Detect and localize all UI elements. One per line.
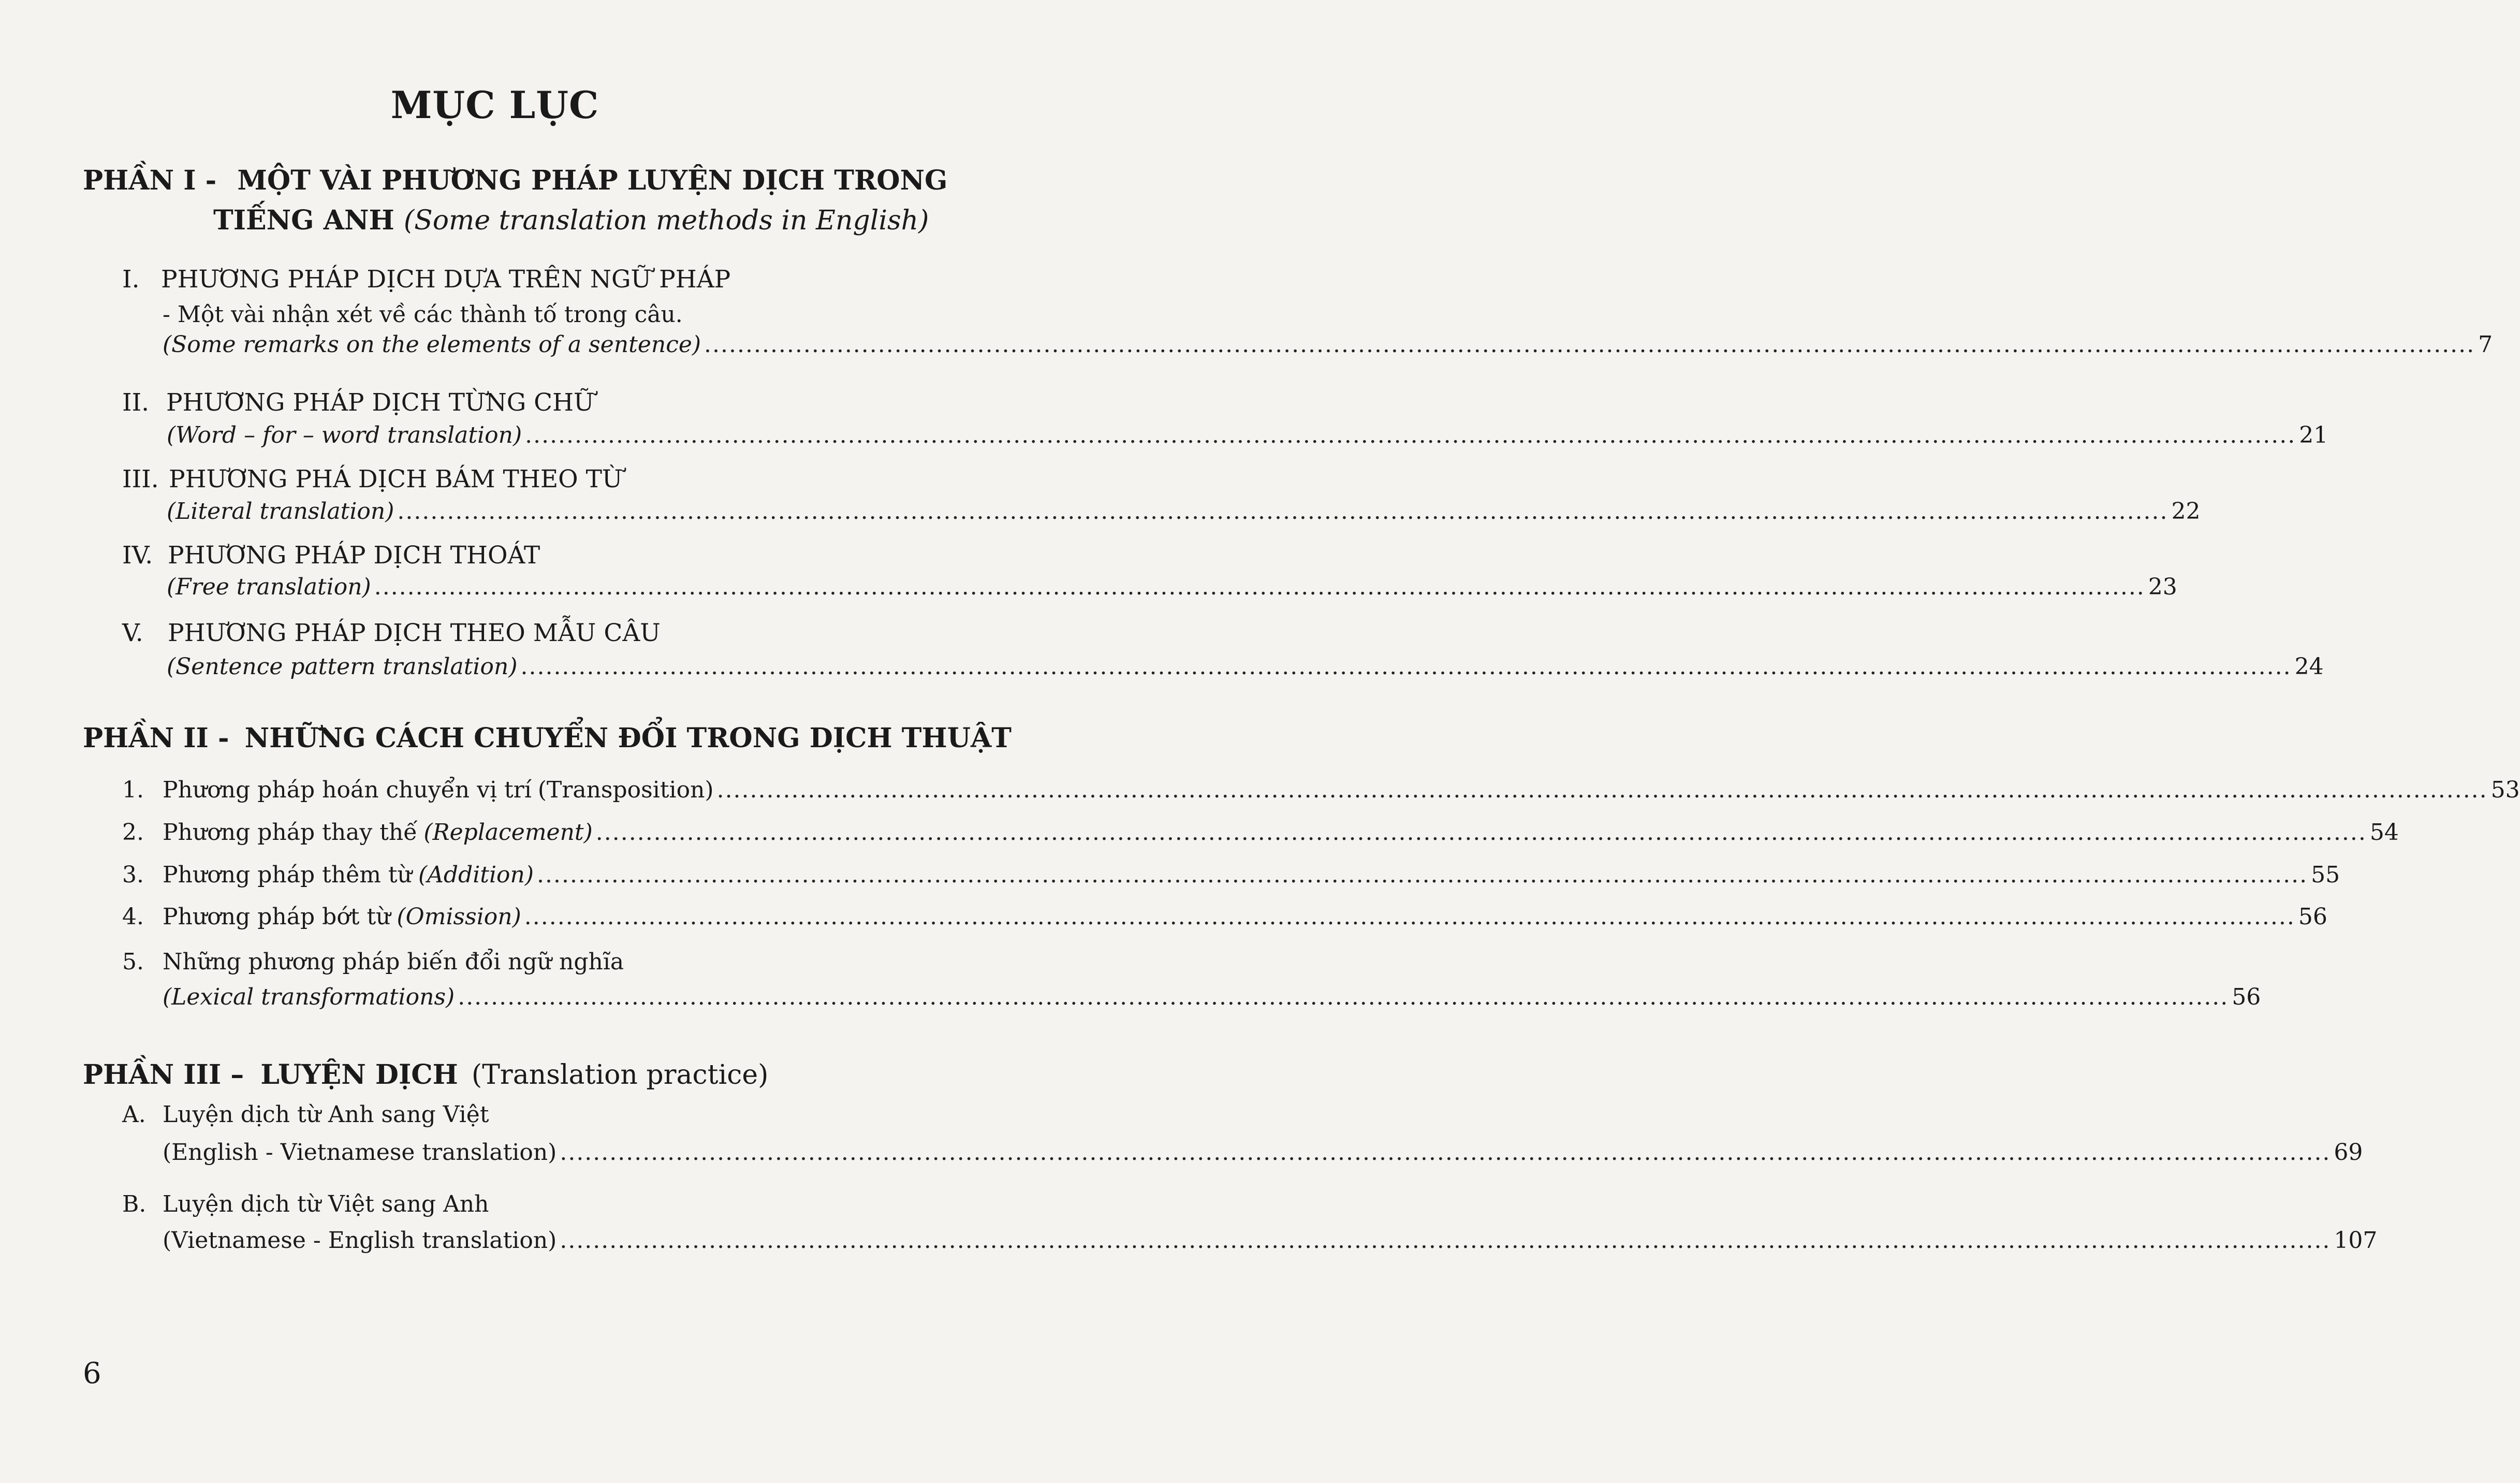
section-3-entry	[167, 498, 2201, 525]
section-4-title	[122, 541, 540, 570]
section-1-num: I.	[122, 265, 140, 294]
section-2-num: II.	[122, 388, 150, 417]
part2-item-4-text: Phương pháp bớt từ	[163, 904, 391, 930]
part2-item-5-en: (Lexical transformations)	[163, 984, 455, 1010]
section-3-num: III.	[122, 465, 159, 493]
part2-heading	[83, 722, 1012, 754]
section-2-title-text: PHƯƠNG PHÁP DỊCH TỪNG CHỮ	[166, 388, 594, 417]
part2-item-3	[122, 862, 2340, 888]
leader-dots: ......................................................................................................................................................................................................................	[520, 653, 2292, 680]
leader-dots: ......................................................................................................................................................................................................................	[537, 862, 2308, 888]
leader-dots: ......................................................................................................................................................................................................................	[704, 331, 2475, 358]
section-2-sub: (Word – for – word translation)	[167, 422, 522, 448]
part2-item-5-num: 5.	[122, 949, 144, 975]
section-1-entry	[163, 331, 2493, 358]
part3-title: LUYỆN DỊCH	[260, 1059, 458, 1091]
leader-dots: ......................................................................................................................................................................................................................	[374, 574, 2145, 600]
section-1-desc: - Một vài nhận xét về các thành tố trong câu.	[163, 301, 683, 328]
part3-item-a-en: (English - Vietnamese translation)	[163, 1139, 557, 1166]
part2-item-5-text: Những phương pháp biến đổi ngữ nghĩa	[163, 949, 624, 975]
section-1-sub: (Some remarks on the elements of a sentence)	[163, 331, 701, 358]
section-3-sub: (Literal translation)	[167, 498, 394, 525]
part3-item-a-page: 69	[2334, 1139, 2363, 1166]
part3-item-b-num: B.	[122, 1191, 146, 1217]
part2-item-1-num: 1.	[122, 777, 144, 803]
section-3-title	[122, 465, 623, 493]
part2-item-1	[122, 777, 2520, 803]
part3-heading	[83, 1059, 768, 1091]
part2-item-5-title	[122, 949, 624, 975]
part3-item-b-title	[122, 1191, 489, 1217]
section-2-entry	[167, 422, 2328, 448]
part3-item-a-num: A.	[122, 1101, 146, 1128]
part3-label: PHẦN III –	[83, 1059, 244, 1091]
leader-dots: ......................................................................................................................................................................................................................	[458, 984, 2229, 1010]
section-4-entry	[167, 574, 2177, 600]
part2-item-5-entry	[163, 984, 2261, 1010]
part3-title-en: (Translation practice)	[471, 1059, 769, 1091]
leader-dots: ......................................................................................................................................................................................................................	[716, 777, 2488, 803]
part2-item-1-en: (Transposition)	[537, 777, 714, 803]
leader-dots: ......................................................................................................................................................................................................................	[560, 1139, 2331, 1166]
page-number: 6	[83, 1357, 101, 1390]
section-3-page: 22	[2171, 498, 2201, 525]
part2-item-2-text: Phương pháp thay thế	[163, 819, 418, 846]
section-1-page: 7	[2478, 331, 2493, 358]
section-1-title	[122, 265, 730, 294]
part2-item-3-en: (Addition)	[418, 862, 534, 888]
part1-heading	[83, 165, 947, 196]
part1-title-line1: MỘT VÀI PHƯƠNG PHÁP LUYỆN DỊCH TRONG	[237, 165, 948, 196]
part2-item-1-text: Phương pháp hoán chuyển vị trí	[163, 777, 532, 803]
part2-item-4-en: (Omission)	[397, 904, 521, 930]
leader-dots: ......................................................................................................................................................................................................................	[397, 498, 2169, 525]
section-5-title	[122, 619, 661, 647]
section-2-title	[122, 388, 594, 417]
part3-item-a-entry	[163, 1139, 2363, 1166]
leader-dots: ......................................................................................................................................................................................................................	[560, 1227, 2331, 1254]
section-3-title-text: PHƯƠNG PHÁ DỊCH BÁM THEO TỪ	[169, 465, 623, 493]
section-5-page: 24	[2294, 653, 2324, 680]
section-4-page: 23	[2148, 574, 2177, 600]
part2-title: NHỮNG CÁCH CHUYỂN ĐỔI TRONG DỊCH THUẬT	[244, 722, 1012, 754]
part3-item-a-text: Luyện dịch từ Anh sang Việt	[163, 1101, 489, 1128]
part2-item-4-page: 56	[2298, 904, 2327, 930]
part2-item-3-text: Phương pháp thêm từ	[163, 862, 412, 888]
section-1-title-text: PHƯƠNG PHÁP DỊCH DỰA TRÊN NGỮ PHÁP	[161, 265, 731, 294]
part3-item-a-title	[122, 1101, 489, 1128]
leader-dots: ......................................................................................................................................................................................................................	[525, 422, 2296, 448]
part2-item-2-en: (Replacement)	[423, 819, 593, 846]
part2-item-5-page: 56	[2232, 984, 2261, 1010]
part2-item-1-page: 53	[2490, 777, 2520, 803]
leader-dots: ......................................................................................................................................................................................................................	[595, 819, 2367, 846]
part1-title-line2-text: TIẾNG ANH	[213, 205, 394, 236]
part2-label: PHẦN II -	[83, 722, 229, 754]
part3-item-b-text: Luyện dịch từ Việt sang Anh	[163, 1191, 489, 1217]
part1-label: PHẦN I -	[83, 165, 217, 196]
section-5-entry	[167, 653, 2324, 680]
section-2-page: 21	[2299, 422, 2328, 448]
part2-item-2-num: 2.	[122, 819, 144, 846]
leader-dots: ......................................................................................................................................................................................................................	[524, 904, 2295, 930]
section-4-sub: (Free translation)	[167, 574, 371, 600]
section-4-num: IV.	[122, 541, 153, 570]
part3-item-b-entry	[163, 1227, 2378, 1254]
part2-item-2	[122, 819, 2399, 846]
part2-item-3-num: 3.	[122, 862, 144, 888]
part2-item-4	[122, 904, 2327, 930]
part2-item-4-num: 4.	[122, 904, 144, 930]
part1-subtitle-en: (Some translation methods in English)	[403, 205, 929, 236]
part2-item-2-page: 54	[2369, 819, 2399, 846]
section-5-num: V.	[122, 619, 143, 647]
section-5-title-text: PHƯƠNG PHÁP DỊCH THEO MẪU CÂU	[168, 619, 661, 647]
part3-item-b-page: 107	[2334, 1227, 2378, 1254]
part1-title-line2	[213, 205, 929, 236]
part2-item-3-page: 55	[2311, 862, 2340, 888]
part3-item-b-en: (Vietnamese - English translation)	[163, 1227, 557, 1254]
page-title: MỤC LỤC	[390, 83, 599, 127]
section-4-title-text: PHƯƠNG PHÁP DỊCH THOÁT	[168, 541, 540, 570]
section-5-sub: (Sentence pattern translation)	[167, 653, 518, 680]
